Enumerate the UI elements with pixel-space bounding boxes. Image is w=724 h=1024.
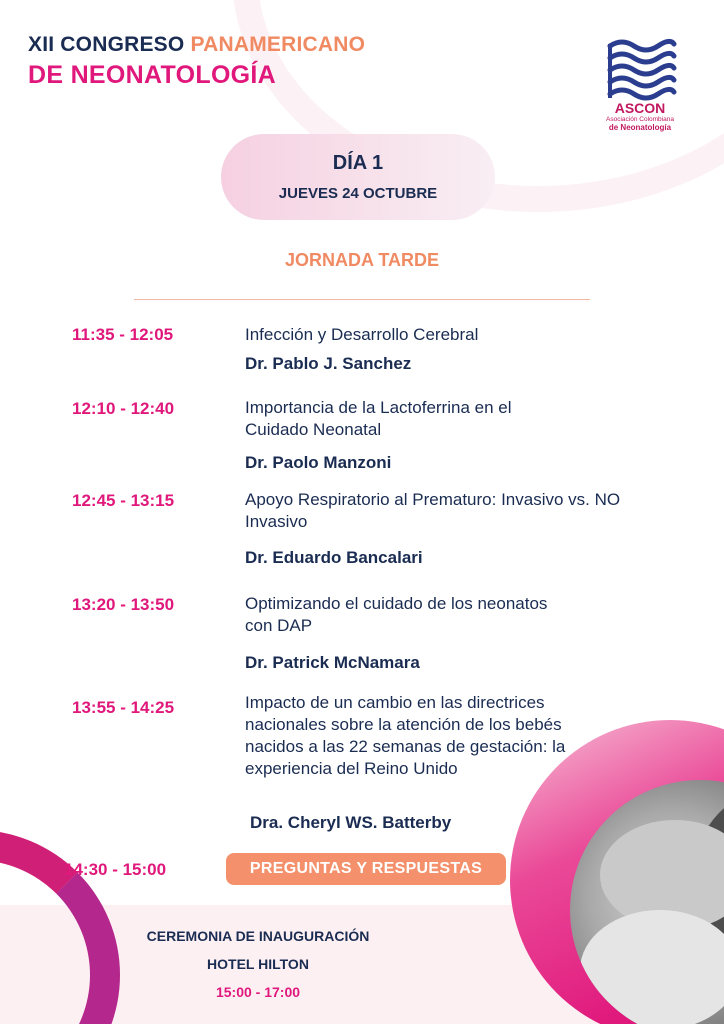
- speaker-name: Dr. Eduardo Bancalari: [245, 548, 423, 567]
- day-pill: [221, 134, 495, 220]
- talk-title: Apoyo Respiratorio al Prematuro: Invasivo vs. NO Invasivo: [245, 490, 621, 531]
- title-prefix: XII CONGRESO: [28, 33, 185, 56]
- talk-title: Impacto de un cambio en las directrices nacionales sobre la atención de los bebés nacidos a las 22 semanas de gestación: la experiencia del Reino Unido: [245, 693, 566, 778]
- schedule-time: 12:45 - 13:15: [72, 491, 175, 510]
- ceremony-time: 15:00 - 17:00: [215, 984, 301, 1000]
- divider: [134, 299, 590, 300]
- congress-title-line1: [28, 33, 365, 57]
- qa-badge: PREGUNTAS Y RESPUESTAS: [226, 853, 506, 885]
- talk-title: Importancia de la Lactoferrina en el Cuidado Neonatal: [245, 398, 512, 439]
- logo-subtitle: [600, 116, 680, 132]
- talk-title: Optimizando el cuidado de los neonatos con DAP: [245, 594, 548, 635]
- speaker-name: Dr. Patrick McNamara: [245, 653, 420, 672]
- day-label: DÍA 1: [332, 152, 384, 174]
- schedule-time: 11:35 - 12:05: [72, 325, 174, 344]
- schedule-time: 13:55 - 14:25: [72, 698, 175, 717]
- day-date: JUEVES 24 OCTUBRE: [278, 185, 438, 202]
- logo-acronym: ASCON: [614, 100, 666, 116]
- speaker-name: Dra. Cheryl WS. Batterby: [250, 813, 452, 832]
- qa-time: 14:30 - 15:00: [64, 860, 167, 879]
- talk-title: Infección y Desarrollo Cerebral: [245, 325, 479, 344]
- speaker-name: Dr. Paolo Manzoni: [245, 453, 392, 472]
- ceremony-venue: HOTEL HILTON: [207, 956, 309, 972]
- logo-subtitle-line1: Asociación Colombiana: [606, 116, 674, 123]
- schedule-time: 12:10 - 12:40: [72, 399, 175, 418]
- speaker-name: Dr. Pablo J. Sanchez: [245, 354, 412, 373]
- session-heading: JORNADA TARDE: [284, 250, 439, 270]
- title-accent: PANAMERICANO: [190, 33, 366, 56]
- congress-title-line2: DE NEONATOLOGÍA: [28, 61, 277, 89]
- ceremony-title: CEREMONIA DE INAUGURACIÓN: [146, 928, 370, 944]
- logo-subtitle-line2: de Neonatología: [608, 123, 672, 132]
- schedule-time: 13:20 - 13:50: [72, 595, 175, 614]
